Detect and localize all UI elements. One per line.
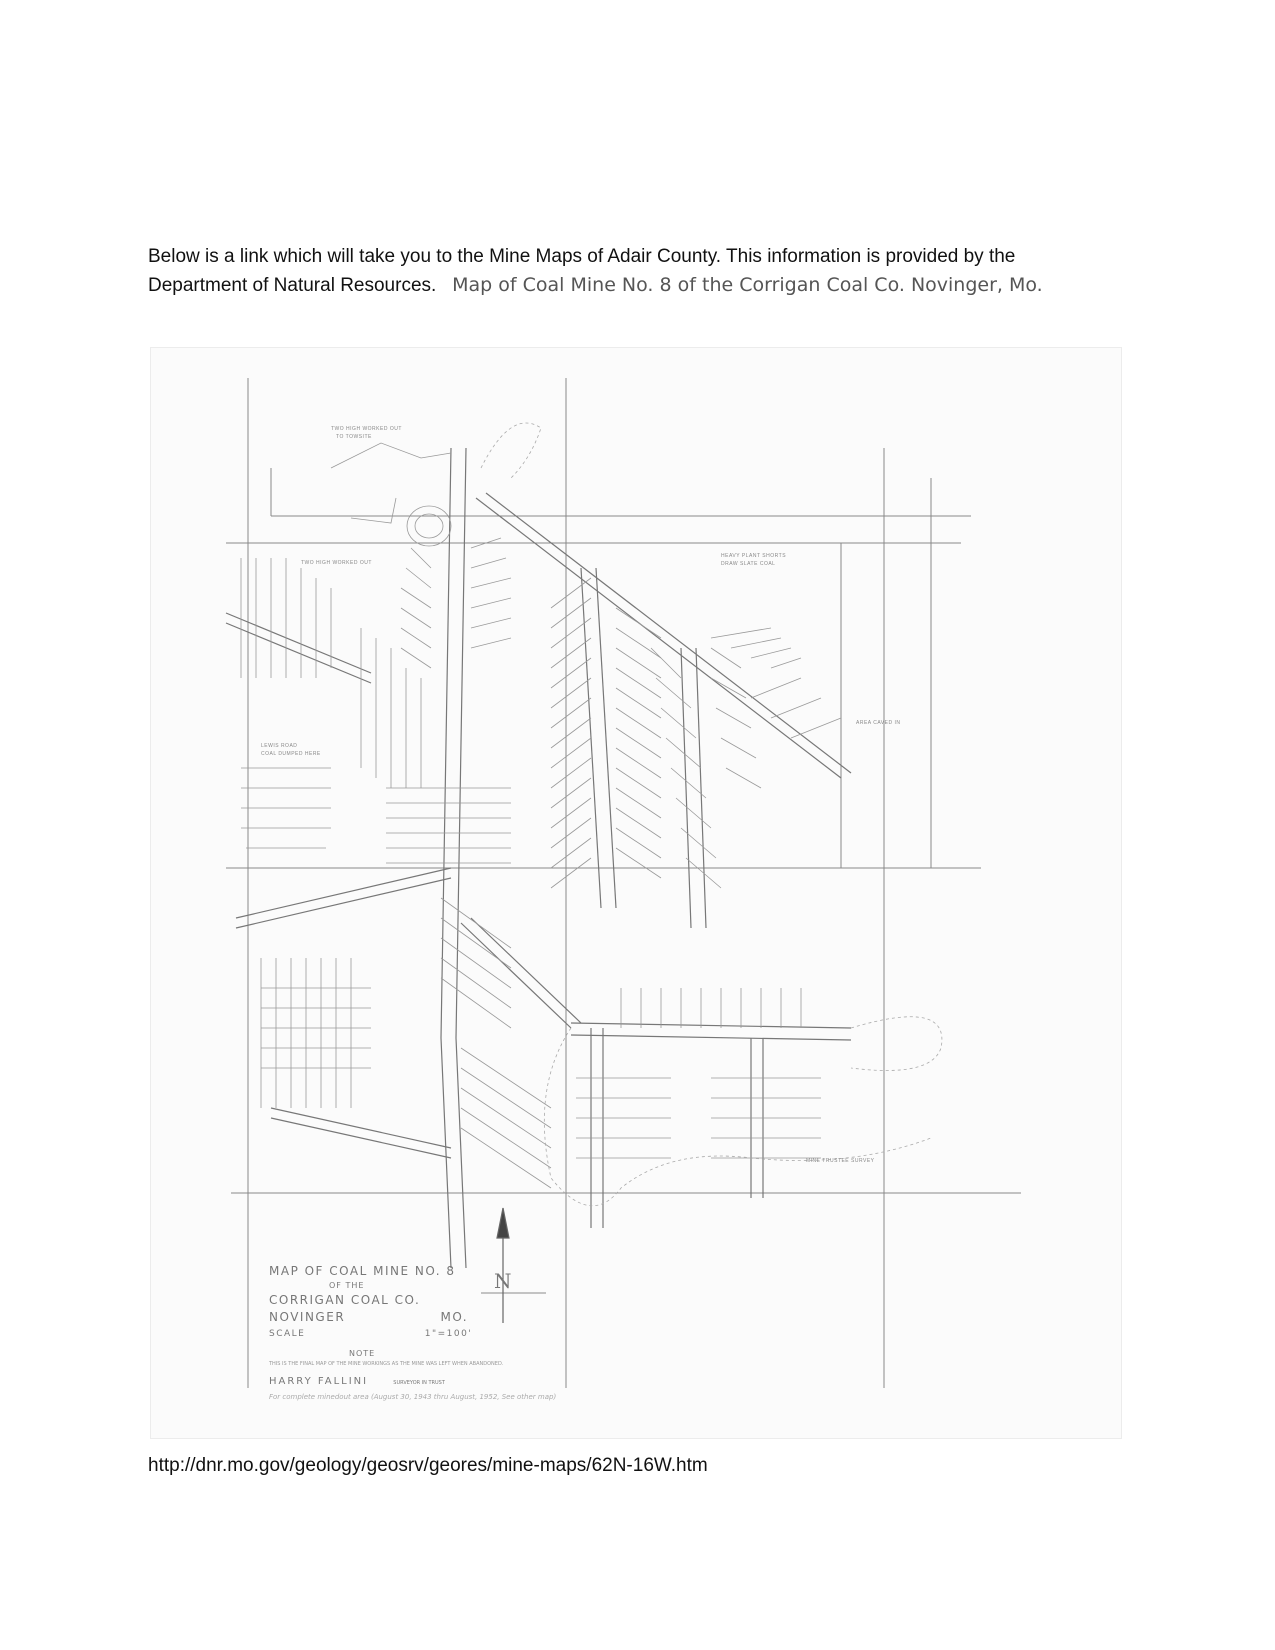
map-label-left-mid: TWO HIGH WORKED OUT (301, 560, 372, 566)
note-title: NOTE (349, 1349, 376, 1358)
author-name: HARRY FALLINI (269, 1376, 369, 1387)
map-title-link[interactable]: Map of Coal Mine No. 8 of the Corrigan Coal Co. Novinger, Mo. (452, 274, 1043, 296)
title-scale (269, 1326, 569, 1343)
title-line-4 (269, 1309, 569, 1326)
intro-text: Below is a link which will take you to the Mine Maps of Adair County. This information is provided by the Department of Natural Resources. (148, 246, 1016, 296)
intro-paragraph (148, 243, 1108, 300)
map-label-left-lower: LEWIS ROAD (261, 743, 298, 749)
map-title-block (269, 1263, 569, 1401)
author-line (269, 1376, 569, 1387)
scale-value: 1"=100' (424, 1329, 473, 1339)
map-label-top-right-2: DRAW SLATE COAL (721, 561, 776, 567)
note-text: THIS IS THE FINAL MAP OF THE MINE WORKINGS AS THE MINE WAS LEFT WHEN ABANDONED. (269, 1361, 504, 1367)
map-label-top-left-2: TO TOWSITE (336, 434, 372, 440)
source-url-link[interactable]: http://dnr.mo.gov/geology/geosrv/geores/mine-maps/62N-16W.htm (148, 1455, 708, 1476)
handwritten-note: For complete minedout area (August 30, 1943 thru August, 1952, See other map) (269, 1393, 557, 1401)
title-line-2: OF THE (329, 1281, 365, 1290)
map-label-top-right: HEAVY PLANT SHORTS (721, 553, 787, 559)
scale-label: SCALE (269, 1329, 306, 1339)
title-line-3: CORRIGAN COAL CO. (269, 1293, 421, 1307)
shaft-area (331, 443, 451, 546)
map-label-top-left: TWO HIGH WORKED OUT (331, 426, 402, 432)
title-line-1: MAP OF COAL MINE NO. 8 (269, 1264, 456, 1278)
north-symbol: N (494, 1269, 512, 1293)
map-label-bottom-right: MINE TRUSTEE SURVEY (806, 1158, 875, 1164)
title-city: NOVINGER (269, 1310, 346, 1324)
mined-out-boundary (481, 423, 942, 1206)
map-label-right-mid: AREA CAVED IN (856, 720, 901, 726)
author-role: SURVEYOR IN TRUST (393, 1380, 445, 1386)
title-state: MO. (440, 1310, 469, 1324)
map-label-left-lower-2: COAL DUMPED HERE (261, 751, 321, 757)
mine-map-image (150, 347, 1122, 1439)
